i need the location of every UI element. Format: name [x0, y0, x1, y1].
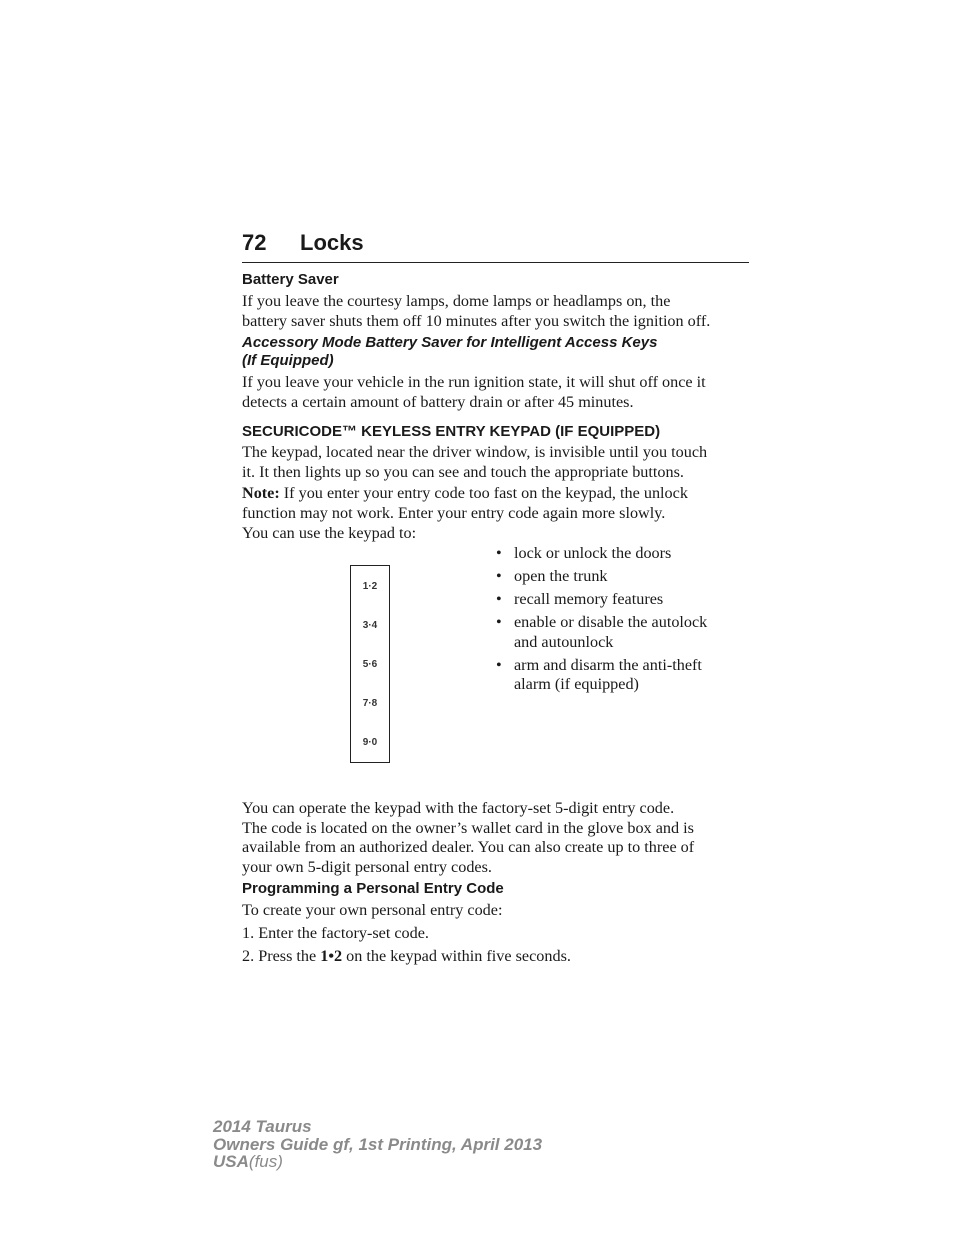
- programming-step-2: 2. Press the 1•2 on the keypad within five seconds.: [242, 947, 571, 965]
- bullet-icon: •: [496, 590, 502, 608]
- battery-saver-heading: Battery Saver: [242, 271, 339, 288]
- operate-paragraph: [242, 799, 752, 877]
- list-item: • arm and disarm the anti-theft alarm (if equipped): [496, 655, 702, 693]
- battery-saver-paragraph: [242, 292, 752, 331]
- text-line: function may not work. Enter your entry code again more slowly.: [242, 503, 666, 522]
- text-line: If you leave the courtesy lamps, dome lamps or headlamps on, the: [242, 292, 671, 310]
- keypad-key: 9·0: [362, 737, 378, 748]
- list-item: • recall memory features: [496, 590, 664, 608]
- note-label: Note:: [242, 484, 280, 502]
- text-line: If you leave your vehicle in the run ignition state, it will shut off once it: [242, 373, 706, 391]
- page-number: 72: [242, 230, 267, 255]
- heading-line: Accessory Mode Battery Saver for Intelligent Access Keys: [242, 334, 658, 351]
- accessory-mode-heading: [242, 334, 742, 370]
- text-line: it. It then lights up so you can see and touch the appropriate buttons.: [242, 462, 684, 481]
- page-header: [242, 230, 749, 263]
- text-line: The keypad, located near the driver window, is invisible until you touch: [242, 443, 708, 461]
- programming-step-1: 1. Enter the factory-set code.: [242, 924, 429, 942]
- keypad-uses-list: [492, 544, 752, 698]
- footer-imprint: [213, 1118, 542, 1171]
- keypad-key: 1·2: [362, 581, 378, 592]
- programming-heading: Programming a Personal Entry Code: [242, 880, 504, 897]
- text-line: detects a certain amount of battery drain or after 45 minutes.: [242, 392, 634, 411]
- keypad-key: 7·8: [362, 698, 378, 709]
- note-text: If you enter your entry code too fast on the keypad, the unlock: [283, 484, 688, 502]
- accessory-mode-paragraph: [242, 373, 752, 412]
- keypad-illustration: [350, 565, 390, 763]
- list-item: • lock or unlock the doors: [496, 544, 672, 562]
- text-line: You can operate the keypad with the factory-set 5-digit entry code.: [242, 799, 675, 817]
- note-paragraph: [242, 484, 752, 523]
- use-intro: You can use the keypad to:: [242, 524, 417, 542]
- key-label: 1•2: [320, 947, 343, 965]
- text-line: your own 5-digit personal entry codes.: [242, 857, 492, 876]
- bullet-icon: •: [496, 613, 502, 631]
- bullet-icon: •: [496, 567, 502, 585]
- text-line: battery saver shuts them off 10 minutes after you switch the ignition off.: [242, 311, 711, 330]
- list-item: • open the trunk: [496, 567, 608, 585]
- text-line: The code is located on the owner’s wallet card in the glove box and is: [242, 818, 694, 837]
- text-line: available from an authorized dealer. You can also create up to three of: [242, 838, 695, 856]
- footer-line: USA(fus): [213, 1152, 283, 1171]
- keypad-key: 5·6: [362, 659, 378, 670]
- text-line: [242, 484, 752, 504]
- list-item: • enable or disable the autolock and autounlock: [496, 613, 708, 651]
- securicode-heading: SECURICODE™ KEYLESS ENTRY KEYPAD (IF EQUIPPED): [242, 423, 661, 440]
- programming-intro: To create your own personal entry code:: [242, 901, 503, 919]
- footer-line: 2014 Taurus: [213, 1117, 312, 1136]
- securicode-paragraph: [242, 443, 752, 482]
- heading-line: (If Equipped): [242, 352, 334, 369]
- footer-line: Owners Guide gf, 1st Printing, April 2013: [213, 1134, 543, 1154]
- bullet-icon: •: [496, 655, 502, 674]
- keypad-key: 3·4: [362, 620, 378, 631]
- bullet-icon: •: [496, 544, 502, 562]
- section-title: Locks: [300, 230, 364, 255]
